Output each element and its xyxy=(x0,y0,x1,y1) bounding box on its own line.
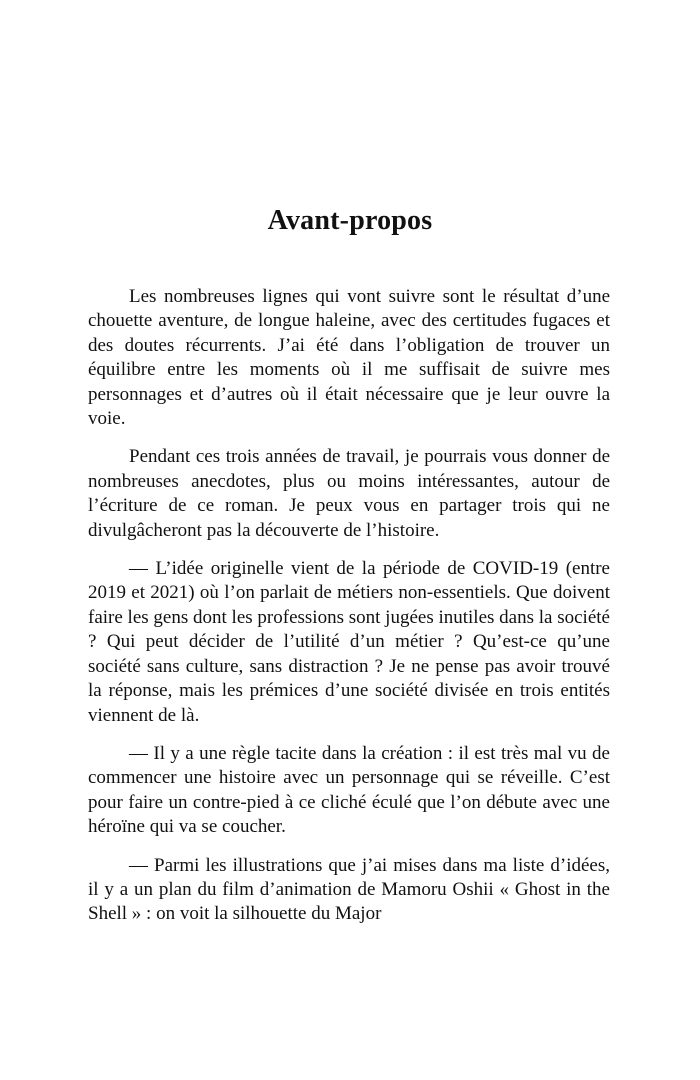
chapter-title: Avant-propos xyxy=(267,205,433,236)
paragraph-4: — Il y a une règle tacite dans la création : il est très mal vu de commencer une histoire avec un personnage qui se réveille. C’est pour faire un contre-pied à ce cliché éculé que l’on débute avec une héroïne qui va se coucher. xyxy=(88,742,610,838)
body-text xyxy=(88,285,610,941)
paragraph-3: — L’idée originelle vient de la période de COVID-19 (entre 2019 et 2021) où l’on parlait de métiers non-essentiels. Que doivent faire les gens dont les professions sont jugées inutiles dans la société ? Qui peut décider de l’utilité d’un métier ? Qu’est-ce qu’une société sans culture, sans distraction ? Je ne pense pas avoir trouvé la réponse, mais les prémices d’une société divisée en trois entités viennent de là. xyxy=(88,558,610,726)
paragraph-2: Pendant ces trois années de travail, je pourrais vous donner de nombreuses anecdotes, plus ou moins intéressantes, autour de l’écriture de ce roman. Je peux vous en partager trois qui ne divulgâcheront pas la découverte de l’histoire. xyxy=(88,446,610,541)
paragraph-1: Les nombreuses lignes qui vont suivre sont le résultat d’une chouette aventure, de longue haleine, avec des certitudes fugaces et des doutes récurrents. J’ai été dans l’obligation de trouver un équilibre entre les moments où il me suffisait de suivre mes personnages et d’autres où il était nécessaire que je leur ouvre la voie. xyxy=(88,286,610,430)
paragraph-5: — Parmi les illustrations que j’ai mises dans ma liste d’idées, il y a un plan du film d’animation de Mamoru Oshii « Ghost in the Shell » : on voit la silhouette du Major xyxy=(88,854,610,925)
